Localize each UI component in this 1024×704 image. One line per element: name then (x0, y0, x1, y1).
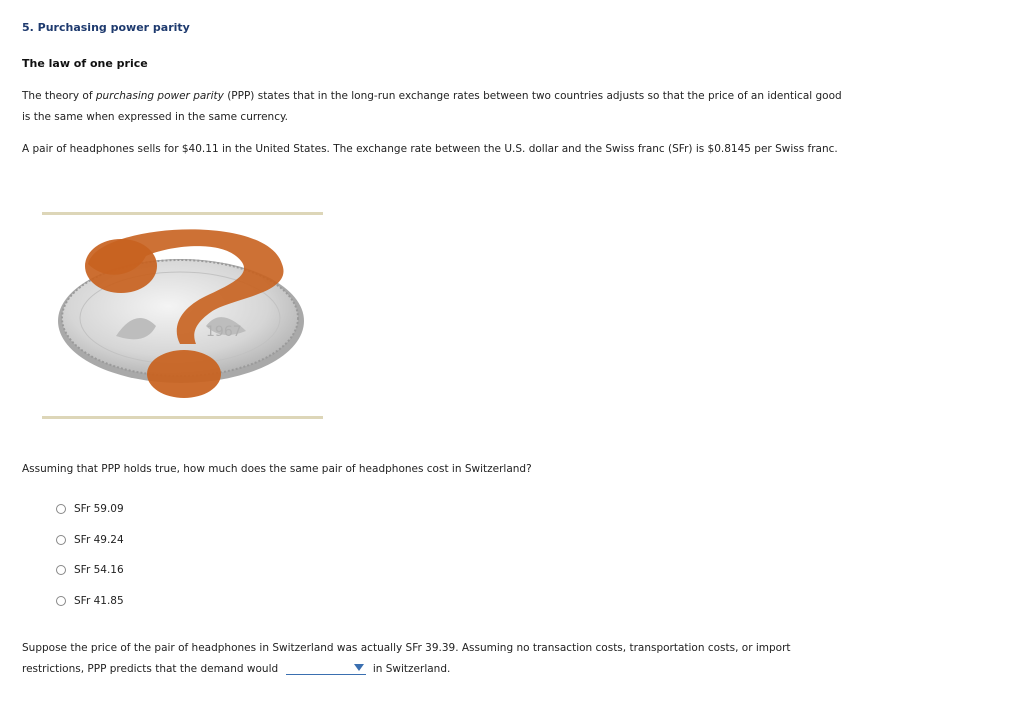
intro-term: purchasing power parity (95, 90, 224, 102)
option-2[interactable] (56, 532, 124, 548)
radio-button[interactable] (56, 504, 66, 514)
followup-before-dropdown: restrictions, PPP predicts that the demand would (22, 663, 282, 675)
followup-question (22, 638, 842, 680)
chevron-down-icon[interactable] (354, 664, 364, 671)
radio-button[interactable] (56, 535, 66, 545)
followup-line1: Suppose the price of the pair of headphones in Switzerland was actually SFr 39.39. Assuming no transaction costs, transportation costs, or import (22, 642, 791, 654)
option-4[interactable] (56, 593, 124, 609)
ppp-question: Assuming that PPP holds true, how much does the same pair of headphones cost in Switzerland? (22, 463, 532, 475)
option-label: SFr 41.85 (74, 595, 124, 607)
demand-dropdown[interactable] (286, 660, 366, 675)
intro-text-after: (PPP) states that in the long-run exchange rates between two countries adjusts so that the price of an identical good is the same when expressed in the same currency. (22, 90, 842, 123)
option-label: SFr 49.24 (74, 534, 124, 546)
section-title: 5. Purchasing power parity (22, 21, 190, 34)
coin-year: 1967 (206, 324, 242, 340)
question-mark-dot (147, 350, 221, 398)
followup-after-dropdown: in Switzerland. (369, 663, 451, 675)
radio-button[interactable] (56, 565, 66, 575)
figure-bottom-rule (42, 416, 323, 419)
intro-paragraph (22, 86, 842, 128)
radio-button[interactable] (56, 596, 66, 606)
figure-top-rule (42, 212, 323, 215)
ppp-illustration (42, 212, 323, 419)
option-label: SFr 59.09 (74, 503, 124, 515)
option-1[interactable] (56, 501, 124, 517)
option-label: SFr 54.16 (74, 564, 124, 576)
coin-question-mark-image (56, 226, 306, 406)
intro-text-before: The theory of (22, 90, 96, 102)
scenario-paragraph: A pair of headphones sells for $40.11 in the United States. The exchange rate between the U.S. dollar and the Swiss franc (SFr) is $0.8145 per Swiss franc. (22, 143, 838, 155)
section-subtitle: The law of one price (22, 57, 148, 70)
option-3[interactable] (56, 562, 124, 578)
